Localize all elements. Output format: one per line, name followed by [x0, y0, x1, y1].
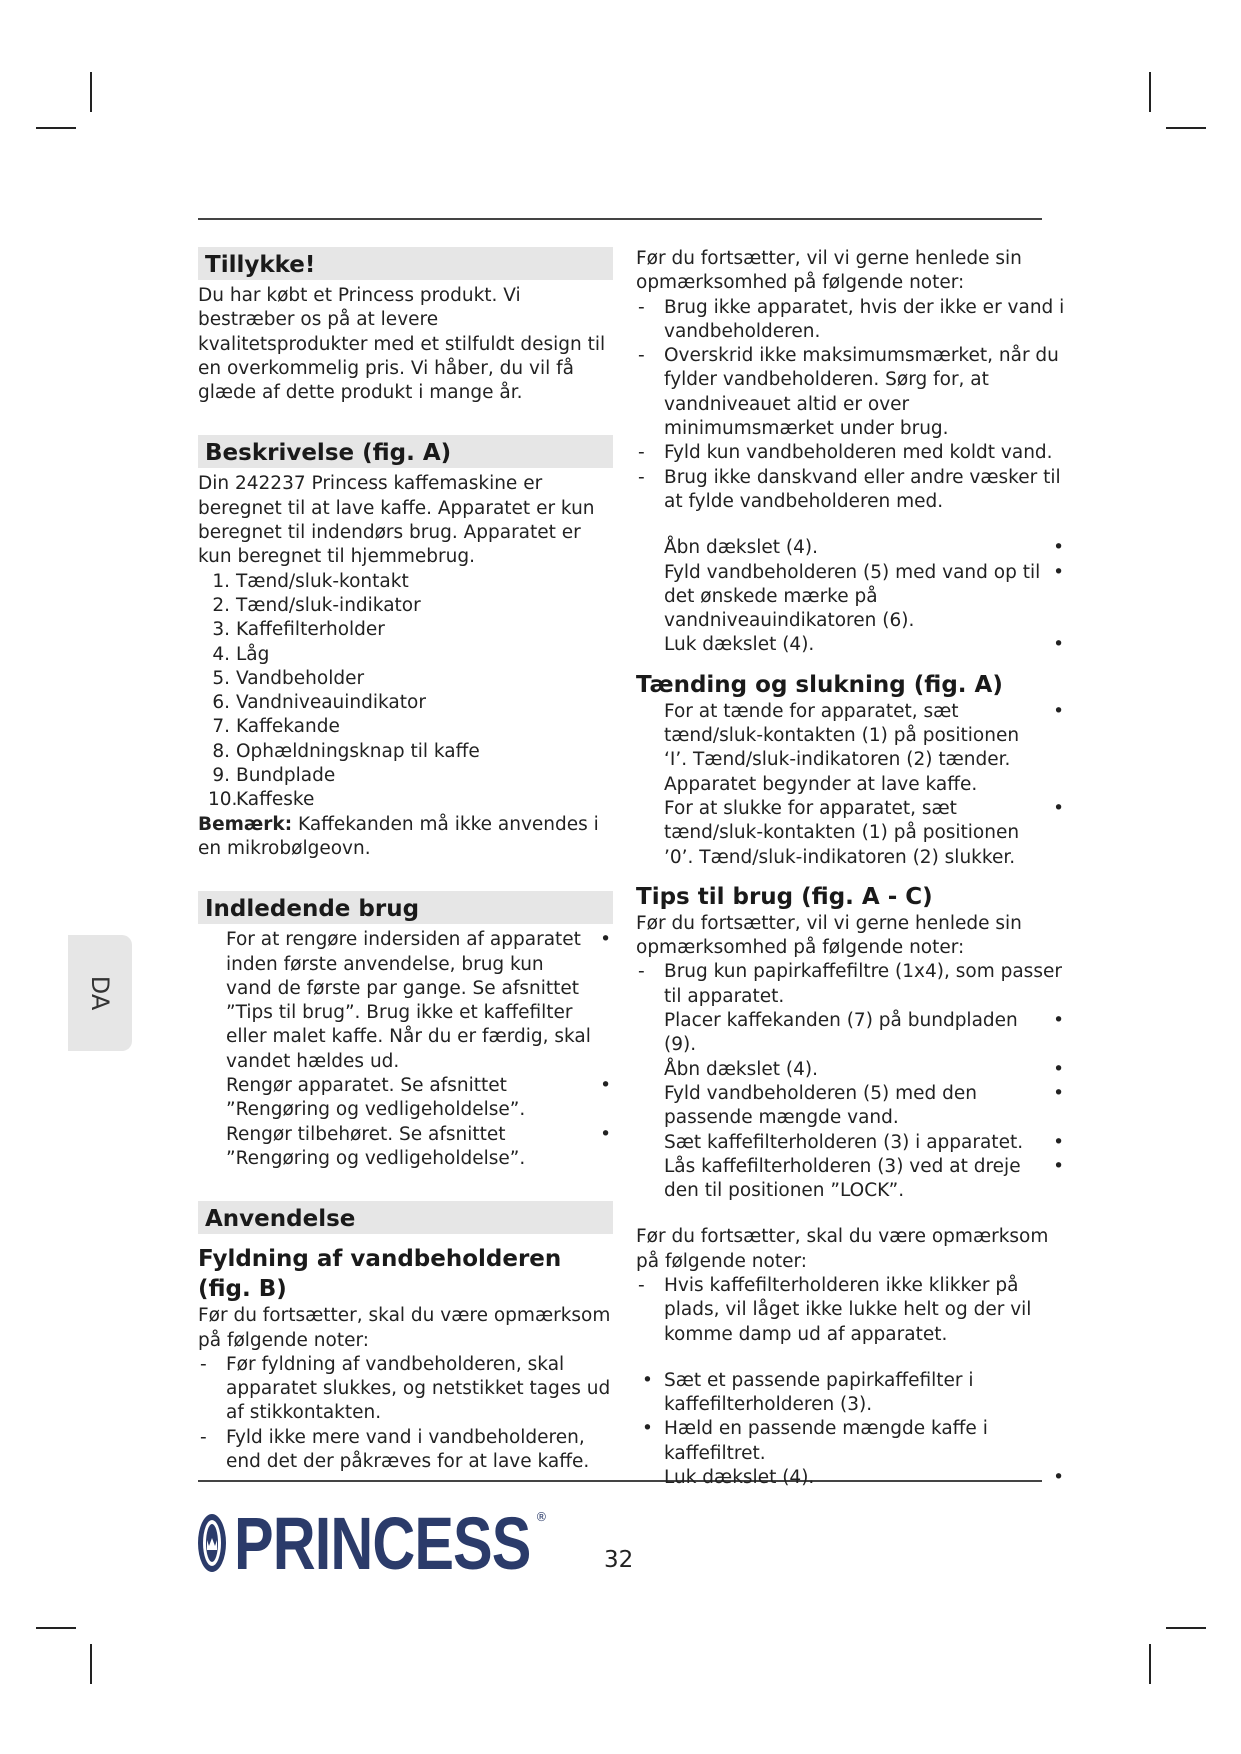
crop-mark: [90, 72, 92, 112]
step-item: For at rengøre indersiden af apparatet inden første anvendelse, brug kun vand de første par gange. Se afsnittet ”Tips til brug”. Brug ikke et kaffefilter eller malet kaffe. Når du er færdig, skal vandet hældes ud. •: [226, 929, 611, 1072]
crop-mark: [1149, 72, 1151, 112]
step-item: Fyld vandbeholderen (5) med den passende mængde vand. •: [664, 1082, 1064, 1129]
step-item: Rengør tilbehøret. Se afsnittet ”Rengøring og vedligeholdelse”. •: [226, 1123, 611, 1169]
filling-intro: Før du fortsætter, skal du være opmærksom på følgende noter:: [198, 1305, 611, 1351]
step-item: • Hæld en passende mængde kaffe i kaffefiltret.: [642, 1418, 988, 1464]
list-item: - Brug kun papirkaffefiltre (1x4), som passer til apparatet.: [636, 960, 1066, 1009]
list-item: 6. Vandniveauindikator: [212, 692, 426, 714]
microwave-note: Bemærk: Kaffekanden må ikke anvendes i en mikrobølgeovn.: [198, 813, 599, 859]
list-item: - Brug ikke apparatet, hvis der ikke er vand i vandbeholderen.: [636, 296, 1066, 345]
filling-notes: [198, 1353, 613, 1474]
right-column: [636, 247, 1066, 1490]
tips-notes-2: [636, 1274, 1066, 1347]
language-tab: [68, 935, 132, 1051]
right-notes: [636, 296, 1066, 515]
crop-mark: [90, 1644, 92, 1684]
brand-name: PRINCESS: [234, 1501, 531, 1585]
list-item: 10.Kaffeske: [208, 789, 315, 811]
list-item: - Hvis kaffefilterholderen ikke klikker på plads, vil låget ikke lukke helt og der vil komme damp ud af apparatet.: [636, 1274, 1066, 1347]
crown-emblem-icon: [196, 1512, 228, 1574]
crop-mark: [36, 127, 76, 129]
initial-use-heading: Indledende brug: [198, 891, 613, 924]
tips-notes: [636, 960, 1066, 1009]
usage-heading: Anvendelse: [198, 1201, 613, 1234]
congrats-text: Du har købt et Princess produkt. Vi bestræber os på at levere kvalitetsprodukter med et stilfuldt design til en overkommelig pris. Vi håber, du vil få glæde af dette produkt i mange år.: [198, 285, 606, 404]
step-item: Luk dækslet (4). •: [664, 1467, 1064, 1489]
crop-mark: [1166, 1627, 1206, 1629]
step-item: Luk dækslet (4). •: [664, 634, 1064, 656]
onoff-heading: Tænding og slukning (fig. A): [636, 671, 1003, 698]
crop-mark: [1149, 1644, 1151, 1684]
list-item: 1. Tænd/sluk-kontakt: [212, 570, 409, 592]
crop-mark: [36, 1627, 76, 1629]
step-item: Rengør apparatet. Se afsnittet ”Rengøring og vedligeholdelse”. •: [226, 1075, 611, 1121]
list-item: - Før fyldning af vandbeholderen, skal apparatet slukkes, og netstikket tages ud af stikkontakten.: [198, 1353, 613, 1426]
right-intro: Før du fortsætter, vil vi gerne henlede sin opmærksomhed på følgende noter:: [636, 248, 1022, 294]
filling-heading: Fyldning af vandbeholderen (fig. B): [198, 1246, 562, 1303]
list-item: - Overskrid ikke maksimumsmærket, når du fylder vandbeholderen. Sørg for, at vandniveauet altid er over minimumsmærket under brug.: [636, 344, 1066, 441]
initial-use-section: [198, 891, 613, 1171]
step-item: Åbn dækslet (4). •: [664, 1058, 1064, 1080]
tips-intro: Før du fortsætter, vil vi gerne henlede sin opmærksomhed på følgende noter:: [636, 912, 1022, 959]
language-tab-label: DA: [86, 975, 114, 1011]
step-item: Sæt kaffefilterholderen (3) i apparatet. •: [664, 1131, 1064, 1153]
step-item: For at tænde for apparatet, sæt tænd/sluk-kontakten (1) på positionen ‘I’. Tænd/sluk-indikatoren (2) tænder. Apparatet begynder at lave kaffe. •: [664, 700, 1064, 795]
list-item: 5. Vandbeholder: [212, 667, 365, 689]
registered-mark: ®: [535, 1510, 548, 1524]
list-item: 8. Ophældningsknap til kaffe: [212, 740, 480, 762]
step-item: Fyld vandbeholderen (5) med vand op til det ønskede mærke på vandniveauindikatoren (6). •: [664, 561, 1064, 632]
parts-list: [198, 570, 613, 813]
tips-section: [636, 882, 1066, 1491]
list-item: 3. Kaffefilterholder: [212, 619, 385, 641]
step-item: Lås kaffefilterholderen (3) ved at dreje den til positionen ”LOCK”. •: [664, 1155, 1064, 1202]
congrats-heading: Tillykke!: [198, 247, 613, 280]
list-item: - Brug ikke danskvand eller andre væsker til at fylde vandbeholderen med.: [636, 466, 1066, 515]
step-item: Åbn dækslet (4). •: [664, 537, 1064, 559]
page-number: 32: [604, 1547, 634, 1573]
tips-heading: Tips til brug (fig. A - C): [636, 883, 933, 910]
onoff-section: [636, 670, 1066, 870]
description-section: [198, 435, 613, 861]
list-item: 2. Tænd/sluk-indikator: [212, 594, 421, 616]
crop-mark: [1166, 127, 1206, 129]
list-item: 9. Bundplade: [212, 765, 336, 787]
list-item: 4. Låg: [212, 643, 270, 665]
list-item: - Fyld kun vandbeholderen med koldt vand.: [636, 441, 1066, 465]
step-item: • Sæt et passende papirkaffefilter i kaffefilterholderen (3).: [642, 1369, 974, 1416]
princess-logo: [196, 1501, 575, 1585]
tips-intro-2: Før du fortsætter, skal du være opmærksom på følgende noter:: [636, 1226, 1049, 1272]
congrats-section: [198, 247, 613, 405]
step-item: Placer kaffekanden (7) på bundpladen (9). •: [664, 1010, 1064, 1056]
top-rule: [198, 218, 1042, 220]
usage-section: [198, 1201, 613, 1474]
description-text: Din 242237 Princess kaffemaskine er beregnet til at lave kaffe. Apparatet er kun beregnet til indendørs brug. Apparatet er kun beregnet til hjemmebrug.: [198, 473, 595, 568]
tips-steps-2: [636, 1369, 1066, 1490]
list-item: - Fyld ikke mere vand i vandbeholderen, end det der påkræves for at lave kaffe.: [198, 1426, 613, 1475]
fill-steps: [636, 536, 1066, 657]
description-heading: Beskrivelse (fig. A): [198, 435, 613, 468]
list-item: 7. Kaffekande: [212, 716, 340, 738]
step-item: For at slukke for apparatet, sæt tænd/sluk-kontakten (1) på positionen ’0’. Tænd/sluk-indikatoren (2) slukker. •: [664, 797, 1064, 868]
left-column: [198, 247, 613, 1474]
